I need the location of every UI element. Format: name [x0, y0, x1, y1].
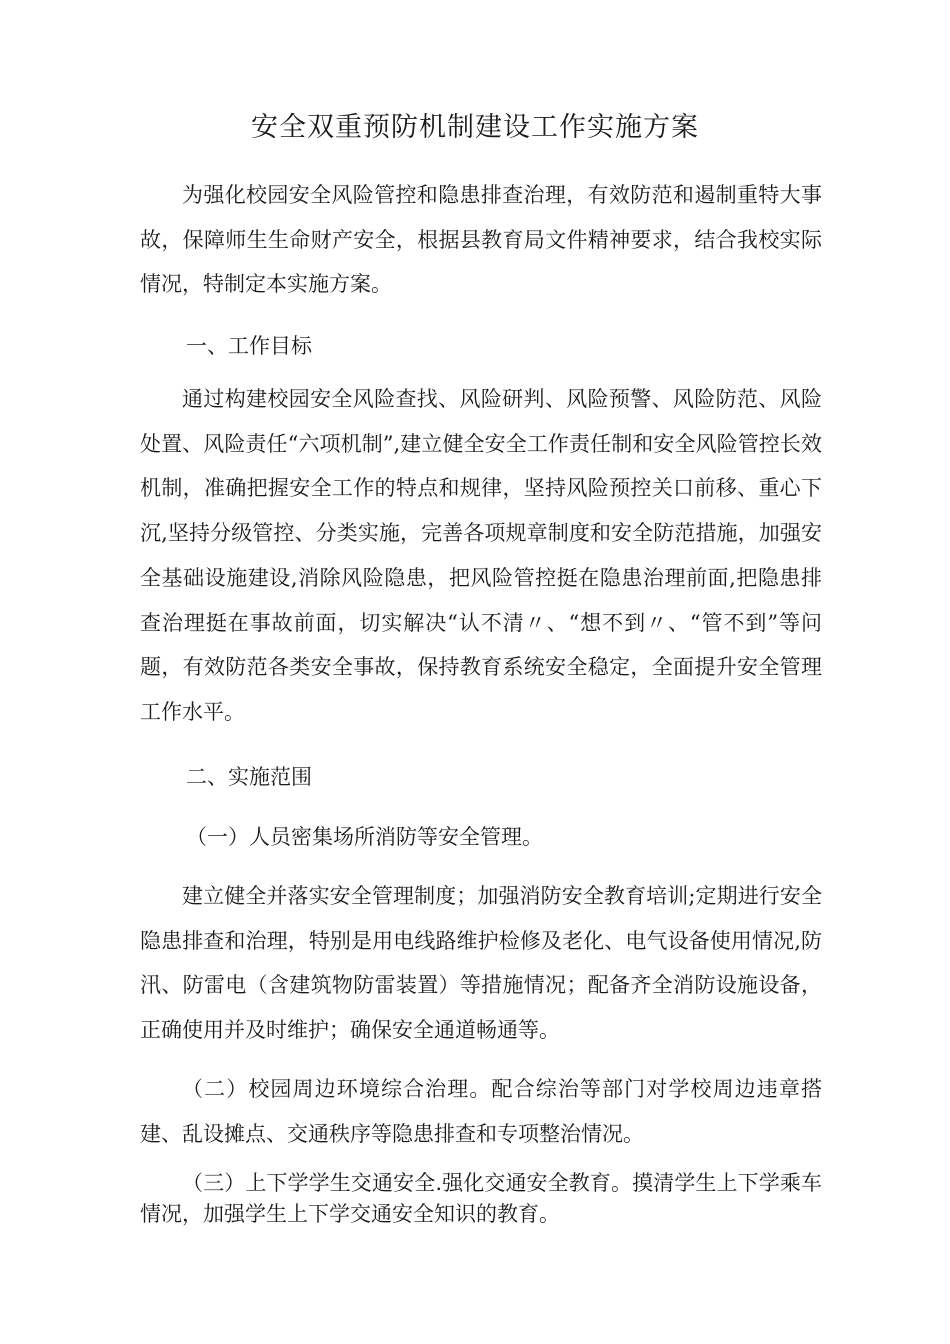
traffic-safety-paragraph: （三）上下学学生交通安全.强化交通安全教育。摸清学生上下学乘车情况，加强学生上下学交通安全知识的教育。 — [140, 1171, 822, 1226]
intro-paragraph: 为强化校园安全风险管控和隐患排查治理，有效防范和遏制重特大事故，保障师生生命财产安全，根据县教育局文件精神要求，结合我校实际情况，特制定本实施方案。 — [140, 183, 822, 297]
surroundings-paragraph: （二）校园周边环境综合治理。配合综治等部门对学校周边违章搭建、乱设摊点、交通秩序等隐患排查和专项整治情况。 — [140, 1077, 822, 1146]
section-heading-scope: 二、实施范围 — [186, 765, 312, 789]
section-heading-goals: 一、工作目标 — [186, 334, 312, 358]
crowded-places-paragraph: 建立健全并落实安全管理制度；加强消防安全教育培训;定期进行安全隐患排查和治理，特别是用电线路维护检修及老化、电气设备使用情况,防汛、防雷电（含建筑物防雷装置）等措施情况；配备齐全消防设施设备，正确使用并及时维护；确保安全通道畅通等。 — [140, 884, 822, 1043]
item-heading-crowded-places: （一）人员密集场所消防等安全管理。 — [186, 825, 543, 849]
goals-paragraph: 通过构建校园安全风险查找、风险研判、风险预警、风险防范、风险处置、风险责任“六项机制”,建立健全安全工作责任制和安全风险管控长效机制，准确把握安全工作的特点和规律，坚持风险预控关口前移、重心下沉,坚持分级管控、分类实施，完善各项规章制度和安全防范措施，加强安全基础设施建设,消除风险隐患，把风险管控挺在隐患治理前面,把隐患排查治理挺在事故前面，切实解决“认不清〃、“想不到〃、“管不到”等问题，有效防范各类安全事故，保持教育系统安全稳定，全面提升安全管理工作水平。 — [140, 387, 822, 724]
document-title: 安全双重预防机制建设工作实施方案 — [251, 112, 699, 143]
